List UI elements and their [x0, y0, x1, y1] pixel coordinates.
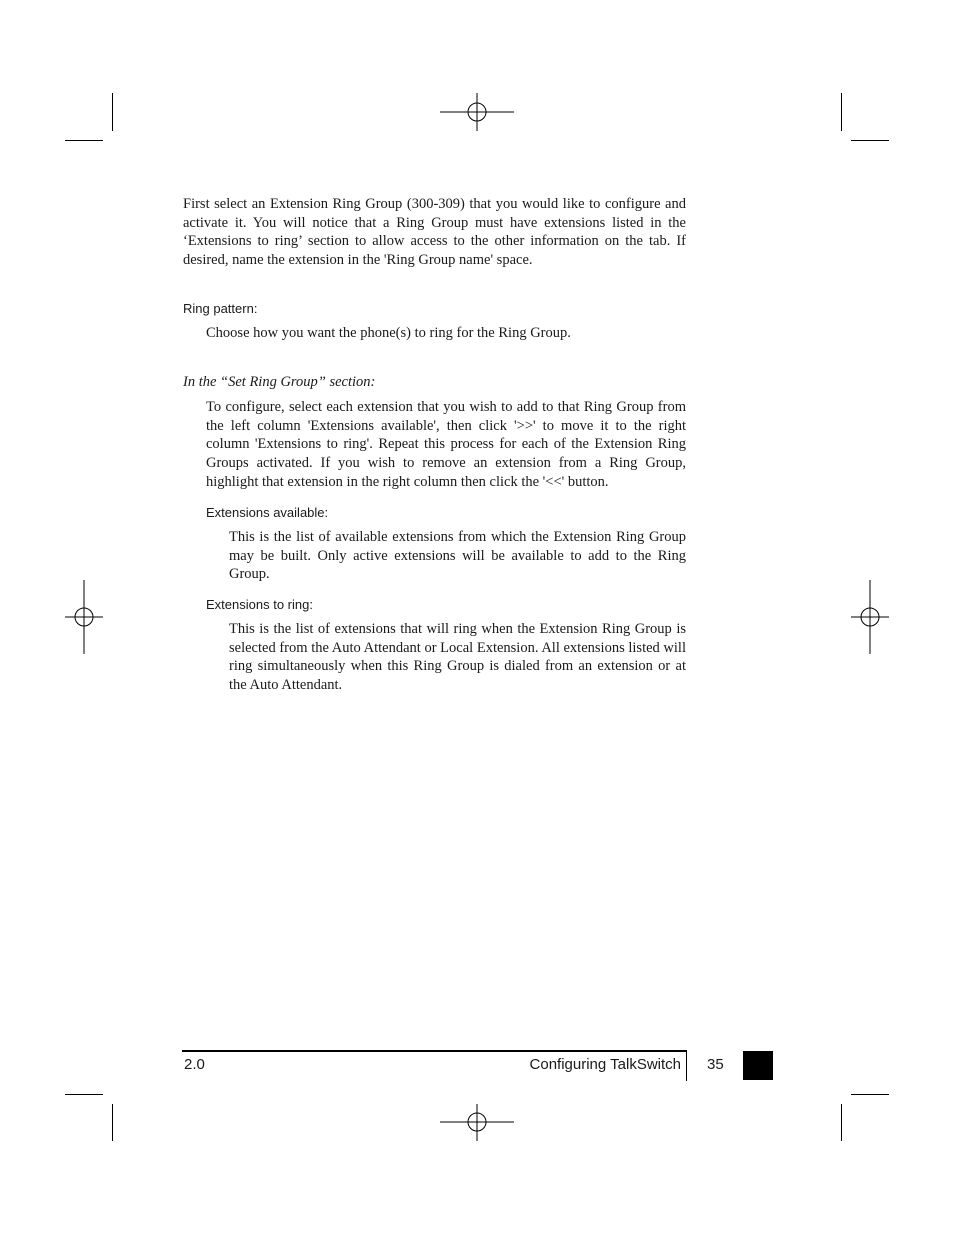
- set-ring-group-heading: In the “Set Ring Group” section:: [183, 374, 376, 390]
- ring-pattern-text: Choose how you want the phone(s) to ring for the Ring Group.: [206, 325, 571, 341]
- intro-paragraph: First select an Extension Ring Group (300-309) that you would like to configure and activate it. You will notice that a Ring Group must have extensions listed in the ‘Extensions to ring’ section to allow access to the other information on the tab. If desired, name the extension in the 'Ring Group name' space.: [183, 196, 686, 269]
- extensions-to-ring-heading: Extensions to ring:: [206, 597, 313, 612]
- set-ring-group-text: To configure, select each extension that you wish to add to that Ring Group from the left column 'Extensions available', then click '>>' to move it to the right column 'Extensions to ring'. Repeat this process for each of the Extension Ring Groups activated. If you wish to remove an extension from a Ring Group, highlight that extension in the right column then click the '<<' button.: [206, 399, 686, 490]
- registration-mark-bottom: [440, 1104, 514, 1141]
- extensions-available-heading: Extensions available:: [206, 505, 329, 520]
- footer-version: 2.0: [184, 1056, 205, 1073]
- registration-mark-right: [851, 580, 889, 654]
- footer-section-title: Configuring TalkSwitch: [529, 1056, 681, 1073]
- footer-divider: [686, 1050, 687, 1081]
- page-number: 35: [707, 1056, 724, 1073]
- ring-pattern-heading: Ring pattern:: [183, 301, 258, 316]
- extensions-to-ring-text: This is the list of extensions that will ring when the Extension Ring Group is selected from the Auto Attendant or Local Extension. All extensions listed will ring simultaneously when this Ring Group is dialed from an extension or at the Auto Attendant.: [229, 621, 686, 694]
- thumb-tab: [743, 1051, 773, 1080]
- registration-mark-left: [65, 580, 103, 654]
- extensions-available-text: This is the list of available extensions from which the Extension Ring Group may be built. Only active extensions will be available to add to the Ring Group.: [229, 529, 686, 583]
- registration-mark-top: [440, 93, 514, 131]
- footer-rule: [182, 1050, 687, 1052]
